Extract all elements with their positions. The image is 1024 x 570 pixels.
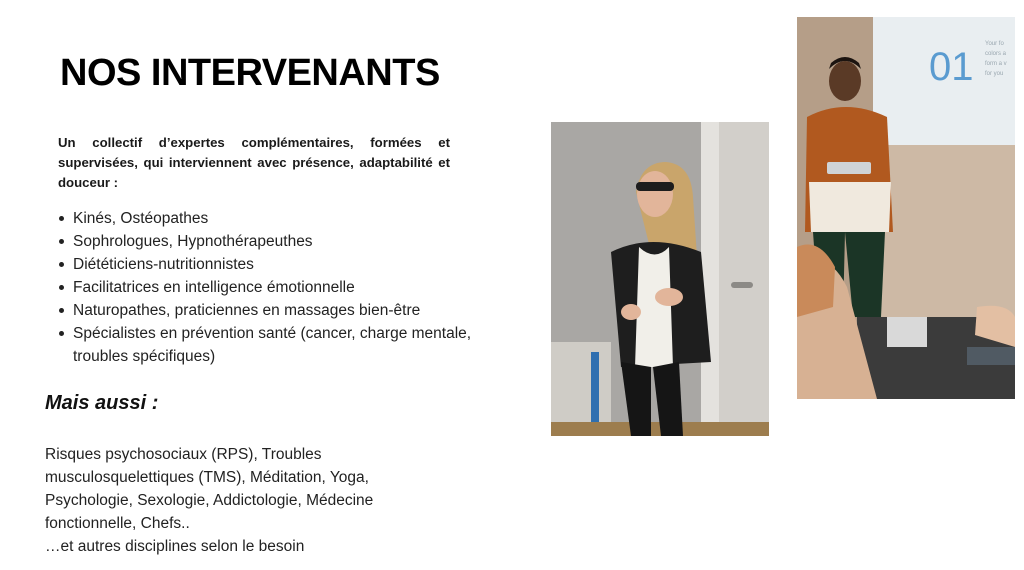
screen-number: 01 (929, 45, 974, 89)
man-presenter-photo (797, 17, 1015, 399)
also-heading: Mais aussi : (45, 392, 159, 414)
screen-text: for you (985, 71, 1004, 77)
intro-paragraph: Un collectif d’expertes complémentaires, formées et supervisées, qui interviennent avec présence, adaptabilité et douceur : (58, 135, 450, 190)
list-item: Facilitatrices en intelligence émotionnelle (73, 276, 473, 299)
specialties-list (73, 207, 473, 368)
list-item: Sophrologues, Hypnothérapeuthes (73, 230, 473, 253)
screen-text: colors a (985, 51, 1007, 57)
page-title: NOS INTERVENANTS (60, 52, 440, 94)
list-item: Spécialistes en prévention santé (cancer, charge mentale, troubles spécifiques) (73, 322, 473, 368)
list-item: Kinés, Ostéopathes (73, 207, 473, 230)
closing-line: …et autres disciplines selon le besoin (45, 538, 305, 555)
list-item: Diététiciens-nutritionnistes (73, 253, 473, 276)
screen-text: Your fo (985, 41, 1004, 47)
woman-speaker-photo (551, 122, 769, 436)
also-paragraph: Risques psychosociaux (RPS), Troubles musculosquelettiques (TMS), Méditation, Yoga, Psychologie, Sexologie, Addictologie, Médecine fonctionnelle, Chefs.. (45, 446, 374, 532)
screen-text: form a v (985, 61, 1007, 67)
list-item: Naturopathes, praticiennes en massages bien-être (73, 299, 473, 322)
